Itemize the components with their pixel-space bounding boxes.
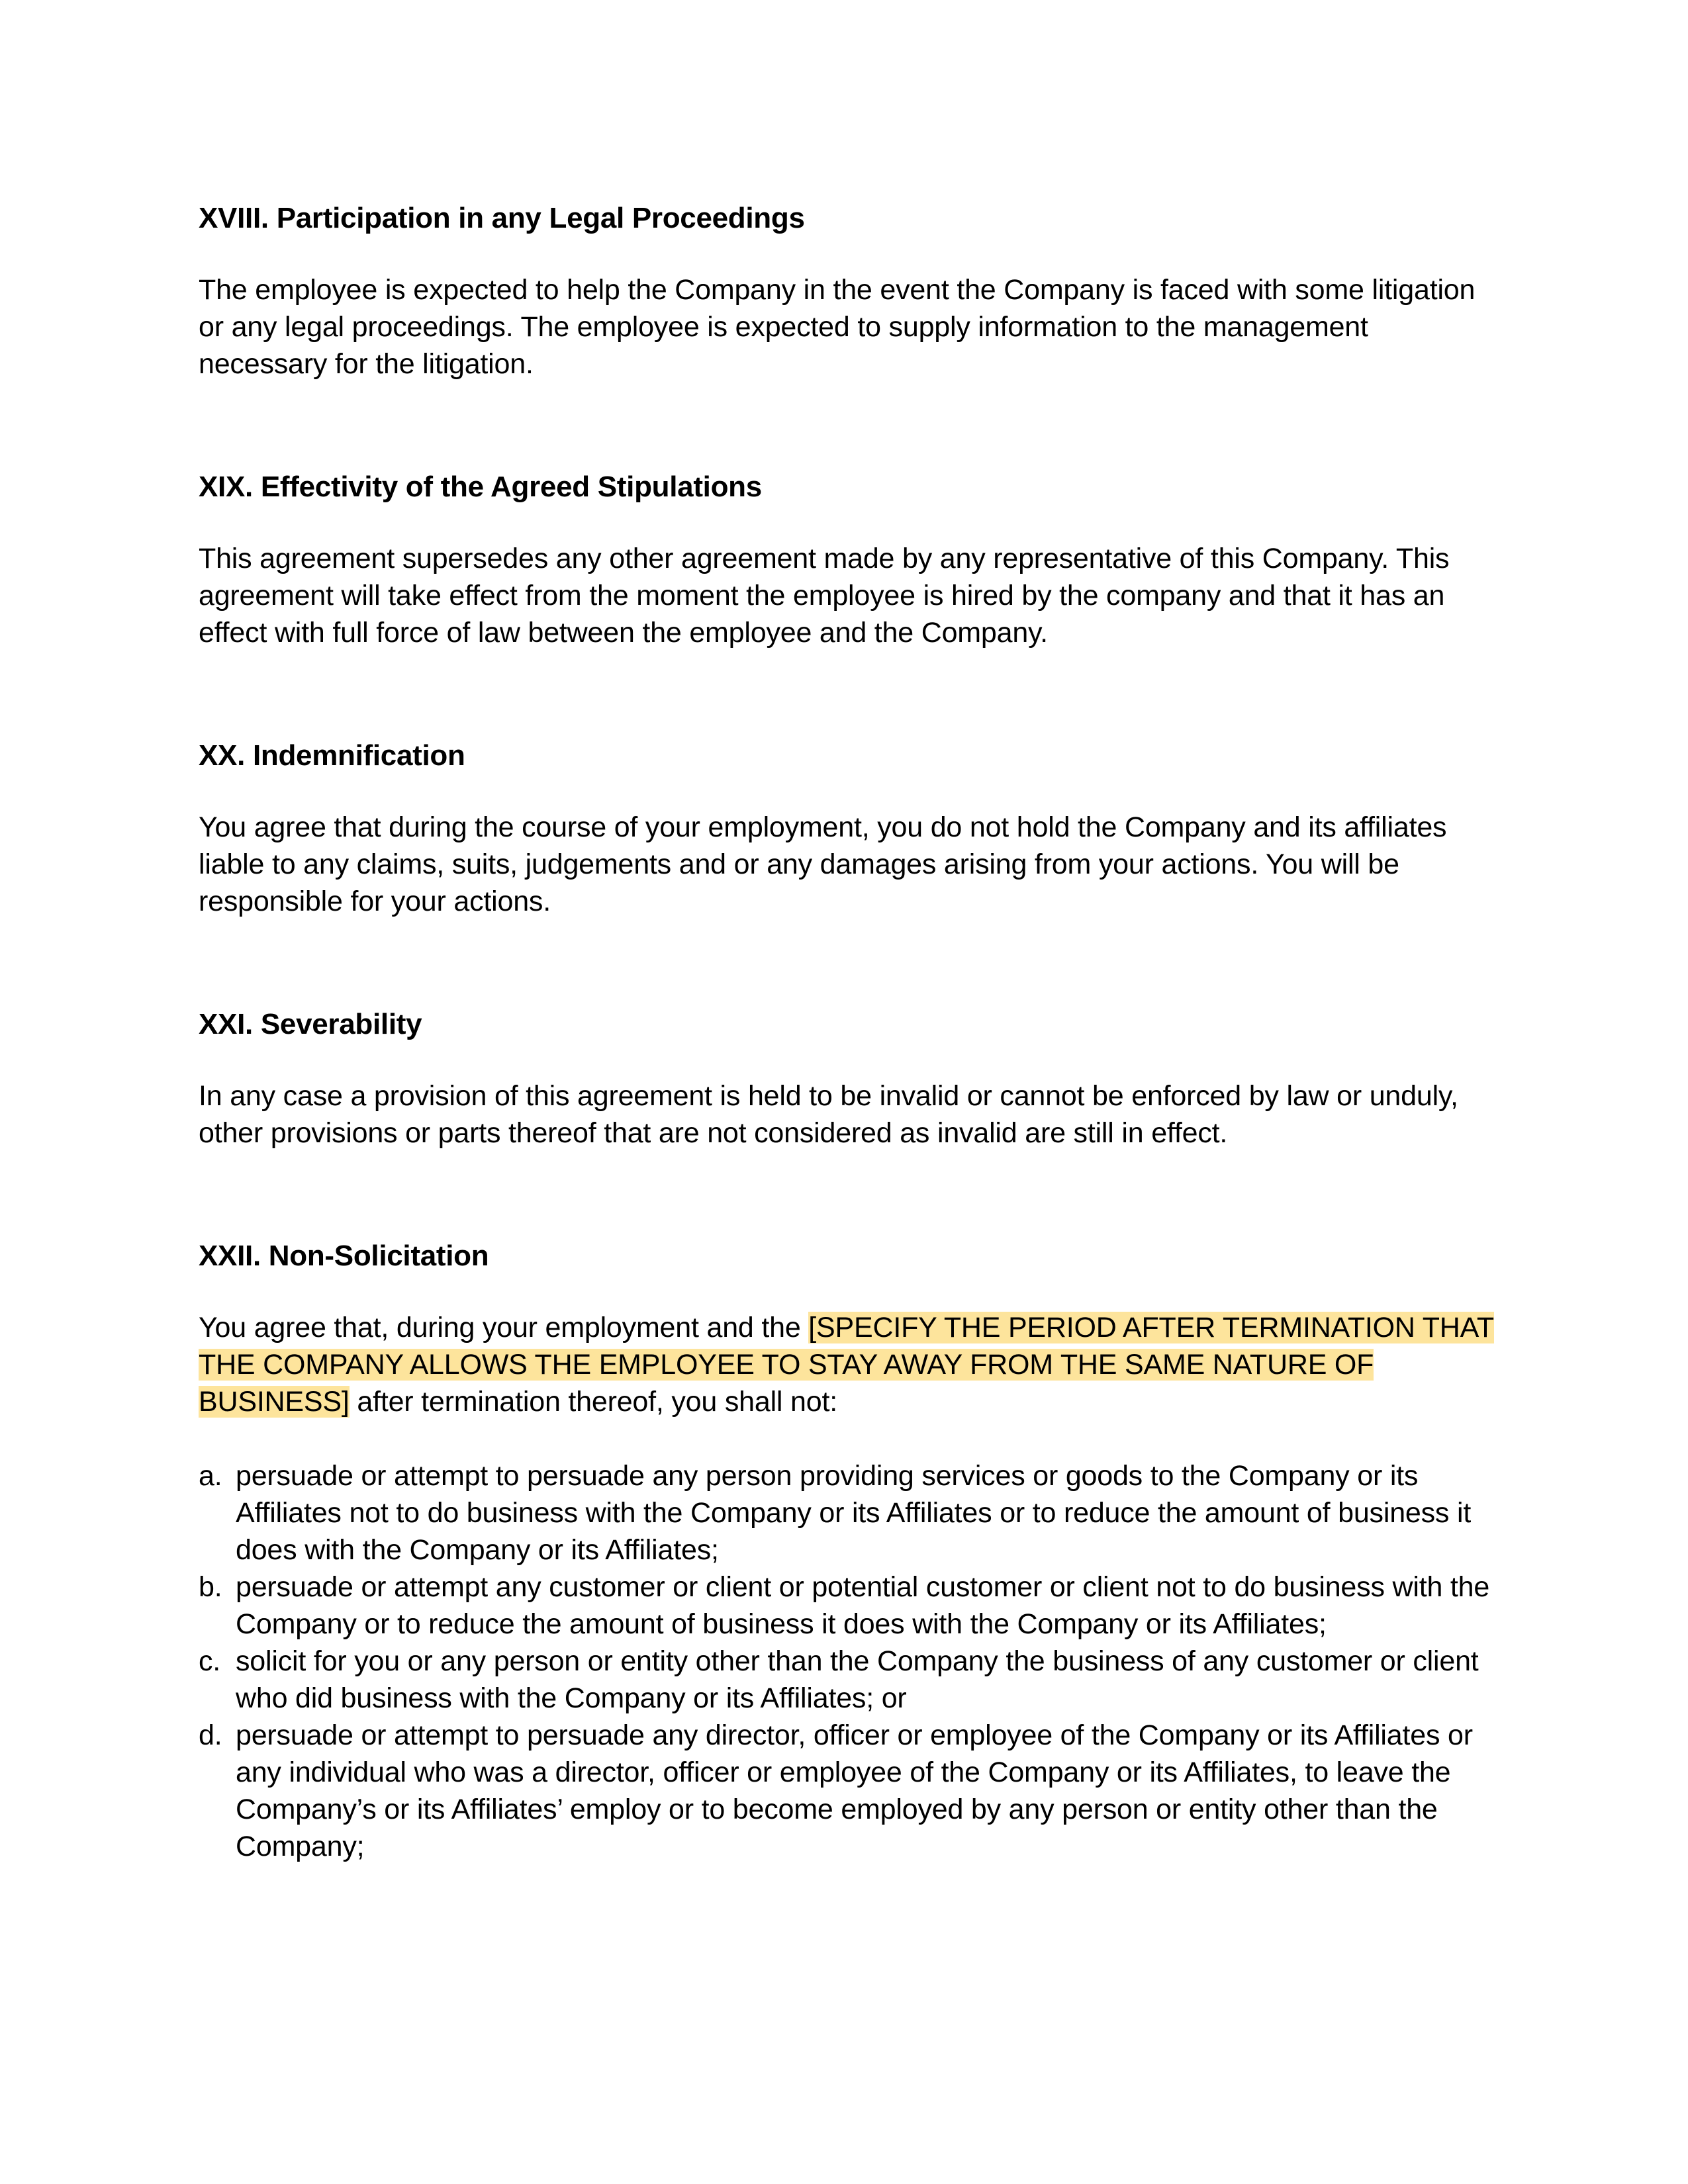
list-marker: a. [199, 1460, 222, 1492]
section-legal-proceedings [199, 199, 1496, 383]
document-content [199, 199, 1496, 1865]
body-text-before: You agree that, during your employment and the [199, 1312, 809, 1343]
section-heading: XXII. Non-Solicitation [199, 1240, 489, 1272]
list-marker: c. [199, 1645, 221, 1677]
list-item [199, 1643, 1496, 1717]
body-text-after: after termination thereof, you shall not: [349, 1386, 837, 1418]
placeholder-highlight: [SPECIFY THE PERIOD AFTER TERMINATION THAT THE COMPANY ALLOWS THE EMPLOYEE TO STAY AWAY FROM THE SAME NATURE OF BUSINESS] [199, 1312, 1494, 1418]
list-item [199, 1569, 1496, 1643]
list-item [199, 1457, 1496, 1569]
list-item-text: persuade or attempt to persuade any director, officer or employee of the Company or its Affiliates or any individual who was a director, officer or employee of the Company or its Affiliates, to leave the Company’s or its Affiliates’ employ or to become employed by any person or entity other than the Company; [236, 1719, 1473, 1862]
section-heading: XX. Indemnification [199, 739, 465, 772]
section-body [199, 1309, 1496, 1420]
list-marker: b. [199, 1571, 222, 1603]
section-indemnification [199, 736, 1496, 920]
list-marker: d. [199, 1719, 222, 1751]
section-heading: XIX. Effectivity of the Agreed Stipulations [199, 471, 762, 503]
section-body: This agreement supersedes any other agreement made by any representative of this Company. This agreement will take effect from the moment the employee is hired by the company and that it has an effect with full force of law between the employee and the Company. [199, 543, 1450, 649]
section-heading: XXI. Severability [199, 1008, 422, 1040]
section-severability [199, 1005, 1496, 1152]
non-solicitation-list [199, 1457, 1496, 1865]
section-body: In any case a provision of this agreement is held to be invalid or cannot be enforced by law or unduly, other provisions or parts thereof that are not considered as invalid are still in effect. [199, 1080, 1458, 1149]
section-body: You agree that during the course of your employment, you do not hold the Company and its affiliates liable to any claims, suits, judgements and or any damages arising from your actions. You will be responsible for your actions. [199, 811, 1447, 917]
section-body: The employee is expected to help the Company in the event the Company is faced with some litigation or any legal proceedings. The employee is expected to supply information to the management necessary for the litigation. [199, 274, 1476, 380]
section-effectivity [199, 467, 1496, 651]
list-item-text: persuade or attempt to persuade any person providing services or goods to the Company or its Affiliates not to do business with the Company or its Affiliates or to reduce the amount of business it does with the Company or its Affiliates; [236, 1460, 1472, 1566]
list-item [199, 1717, 1496, 1865]
list-item-text: solicit for you or any person or entity other than the Company the business of any customer or client who did business with the Company or its Affiliates; or [236, 1645, 1479, 1714]
list-item-text: persuade or attempt any customer or client or potential customer or client not to do business with the Company or to reduce the amount of business it does with the Company or its Affiliates; [236, 1571, 1490, 1640]
section-heading: XVIII. Participation in any Legal Proceedings [199, 202, 805, 234]
section-non-solicitation [199, 1236, 1496, 1865]
